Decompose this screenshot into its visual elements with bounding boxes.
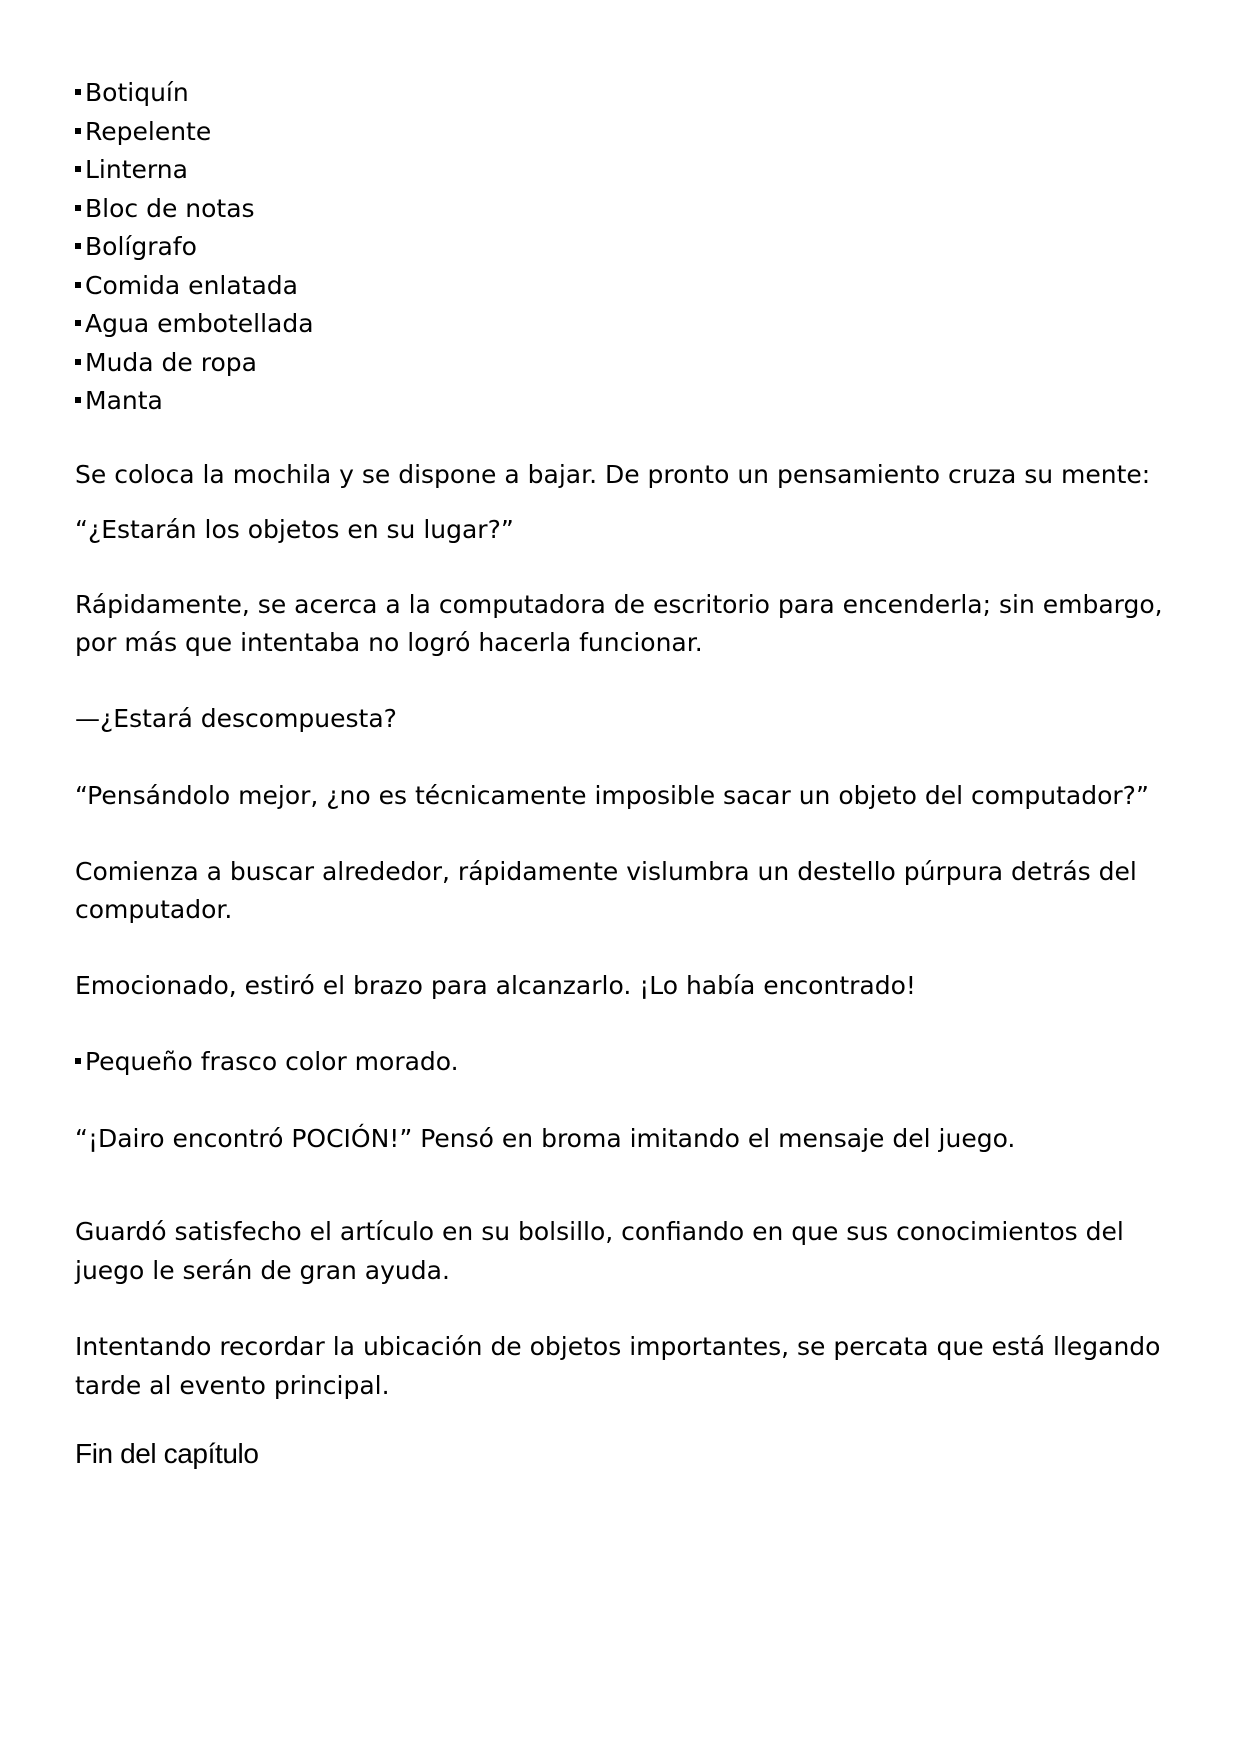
page-content bbox=[75, 74, 1185, 1472]
list-item-label: Repelente bbox=[85, 116, 212, 146]
found-item-label: Pequeño frasco color morado. bbox=[85, 1047, 459, 1076]
square-bullet-icon bbox=[75, 282, 81, 288]
square-bullet-icon bbox=[75, 359, 81, 365]
list-item-label: Agua embotellada bbox=[85, 309, 314, 338]
list-item bbox=[75, 344, 1185, 383]
paragraph: Rápidamente, se acerca a la computadora de escritorio para encenderla; sin embargo, por más que intentaba no logró hacerla funcionar. bbox=[75, 589, 1163, 657]
list-item bbox=[75, 267, 1185, 306]
paragraph: Se coloca la mochila y se dispone a bajar. De pronto un pensamiento cruza su mente: bbox=[75, 459, 1151, 489]
list-item bbox=[75, 151, 1185, 190]
list-item-label: Bloc de notas bbox=[85, 193, 255, 223]
square-bullet-icon bbox=[75, 128, 81, 134]
paragraph: “Pensándolo mejor, ¿no es técnicamente imposible sacar un objeto del computador?” bbox=[75, 781, 1149, 810]
list-item bbox=[75, 382, 1185, 421]
square-bullet-icon bbox=[75, 89, 81, 95]
chapter-end-title: Fin del capítulo bbox=[75, 1438, 259, 1469]
list-item-label: Linterna bbox=[85, 155, 188, 184]
square-bullet-icon bbox=[75, 243, 81, 249]
list-item bbox=[75, 113, 1185, 152]
list-item bbox=[75, 228, 1185, 267]
inventory-list bbox=[75, 74, 1185, 421]
list-item-label: Bolígrafo bbox=[85, 232, 197, 261]
list-item-label: Manta bbox=[85, 386, 163, 415]
square-bullet-icon bbox=[75, 397, 81, 403]
paragraph: “¡Dairo encontró POCIÓN!” Pensó en broma imitando el mensaje del juego. bbox=[75, 1123, 1016, 1153]
paragraph: Guardó satisfecho el artículo en su bolsillo, confiando en que sus conocimientos del juego le serán de gran ayuda. bbox=[75, 1217, 1124, 1285]
square-bullet-icon bbox=[75, 1058, 81, 1064]
found-item-line bbox=[75, 1043, 1185, 1082]
paragraph: Intentando recordar la ubicación de objetos importantes, se percata que está llegando tarde al evento principal. bbox=[75, 1332, 1161, 1400]
paragraph: —¿Estará descompuesta? bbox=[75, 703, 397, 733]
list-item bbox=[75, 190, 1185, 229]
square-bullet-icon bbox=[75, 166, 81, 172]
list-item bbox=[75, 305, 1185, 344]
square-bullet-icon bbox=[75, 320, 81, 326]
paragraph: Emocionado, estiró el brazo para alcanzarlo. ¡Lo había encontrado! bbox=[75, 970, 916, 1000]
list-item-label: Muda de ropa bbox=[85, 347, 257, 377]
paragraph: “¿Estarán los objetos en su lugar?” bbox=[75, 515, 514, 544]
list-item-label: Comida enlatada bbox=[85, 270, 298, 300]
paragraph: Comienza a buscar alrededor, rápidamente vislumbra un destello púrpura detrás del computador. bbox=[75, 856, 1137, 924]
list-item-label: Botiquín bbox=[85, 78, 189, 107]
list-item bbox=[75, 74, 1185, 113]
square-bullet-icon bbox=[75, 205, 81, 211]
